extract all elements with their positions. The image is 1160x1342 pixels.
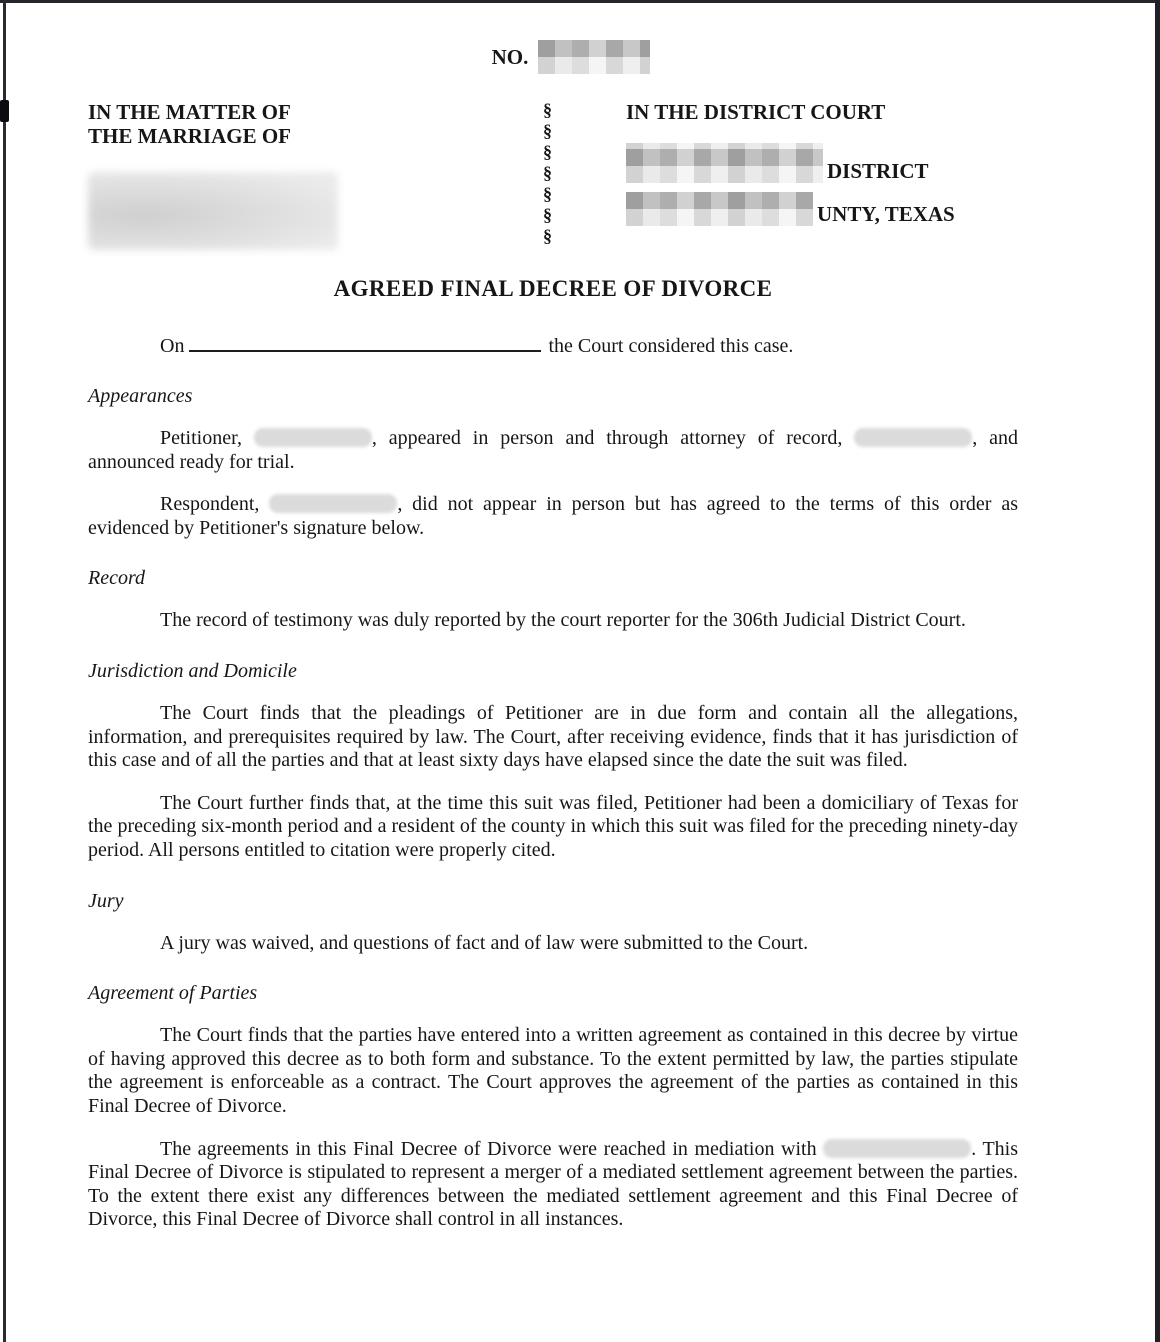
caption-county-line: [626, 192, 1018, 226]
section-heading: Appearances: [88, 385, 193, 407]
section-symbol: §: [543, 100, 552, 120]
date-fill-in-blank: [189, 332, 541, 352]
paragraph: A jury was waived, and questions of fact and of law were submitted to the Court.: [160, 931, 809, 954]
section-symbol: §: [543, 184, 552, 204]
paragraph: The Court further finds that, at the time this suit was filed, Petitioner had been a domiciliary of Texas for the preceding six-month period and a resident of the county in which this suit was filed for the preceding ninety-day period. All persons entitled to citation were properly cited.: [88, 791, 1018, 861]
redacted-respondent-name: [269, 494, 397, 513]
section-symbol: §: [543, 205, 552, 225]
section-symbol: §: [543, 163, 552, 183]
date-line-suffix: the Court considered this case.: [548, 335, 794, 357]
redacted-petitioner-name: [254, 428, 372, 447]
section-heading: Jurisdiction and Domicile: [88, 659, 297, 682]
case-caption: [88, 100, 1018, 250]
caption-left-column: [88, 100, 543, 250]
redacted-attorney-name: [854, 428, 972, 447]
caption-district-suffix: DISTRICT: [827, 159, 929, 183]
section-symbol: §: [543, 226, 552, 246]
section-heading: Agreement of Parties: [88, 982, 258, 1005]
paragraph: The agreements in this Final Decree of Divorce were reached in mediation with . This Final Decree of Divorce is stipulated to represent a merger of a mediated settlement agreement between the parties. To the extent there exist any differences between the mediated settlement agreement and this Final Decree of Divorce, this Final Decree of Divorce shall control in all instances.: [88, 1137, 1019, 1231]
document-body: [88, 384, 1018, 1232]
redacted-county-name: [626, 192, 813, 226]
caption-matter-lines: [88, 100, 543, 148]
date-considered-line: [88, 332, 1018, 358]
caption-line-matter-of: IN THE MATTER OF: [88, 100, 291, 124]
caption-county-suffix: UNTY, TEXAS: [817, 202, 955, 226]
redacted-district-number: [626, 143, 823, 183]
section-heading: Record: [88, 567, 146, 590]
paragraph: The Court finds that the parties have entered into a written agreement as contained in this decree by virtue of having approved this decree as to both form and substance. To the extent permitted by law, the parties stipulate the agreement is enforceable as a contract. The Court approves the agreement of the parties as contained in this Final Decree of Divorce.: [88, 1024, 1018, 1117]
redacted-case-number: [538, 40, 650, 74]
section-symbol: §: [543, 142, 552, 162]
case-number-line: [106, 40, 1036, 74]
section-symbol: §: [543, 121, 552, 141]
redacted-mediator-name: [823, 1139, 971, 1158]
date-line-prefix: On: [160, 335, 185, 357]
section-symbol-column: [543, 100, 591, 247]
caption-district-court-line: IN THE DISTRICT COURT: [626, 100, 886, 124]
paragraph: Petitioner, , appeared in person and through attorney of record, , and announced ready for trial.: [88, 427, 1018, 473]
paragraph: The record of testimony was duly reported by the court reporter for the 306th Judicial District Court.: [160, 609, 966, 632]
caption-right-column: [591, 100, 1018, 226]
caption-line-marriage-of: THE MARRIAGE OF: [88, 124, 292, 148]
section-heading: Jury: [88, 889, 124, 912]
caption-district-number-line: [626, 143, 1018, 183]
case-number-label: NO.: [491, 45, 529, 69]
paragraph: Respondent, , did not appear in person but has agreed to the terms of this order as evidenced by Petitioner's signature below.: [88, 493, 1018, 539]
document-title: AGREED FINAL DECREE OF DIVORCE: [333, 276, 773, 301]
paragraph: The Court finds that the pleadings of Petitioner are in due form and contain all the allegations, information, and prerequisites required by law. The Court, after receiving evidence, finds that it has jurisdiction of this case and of all the parties and that at least sixty days have elapsed since the date the suit was filed.: [88, 701, 1018, 772]
redacted-party-names-block: [88, 172, 338, 250]
